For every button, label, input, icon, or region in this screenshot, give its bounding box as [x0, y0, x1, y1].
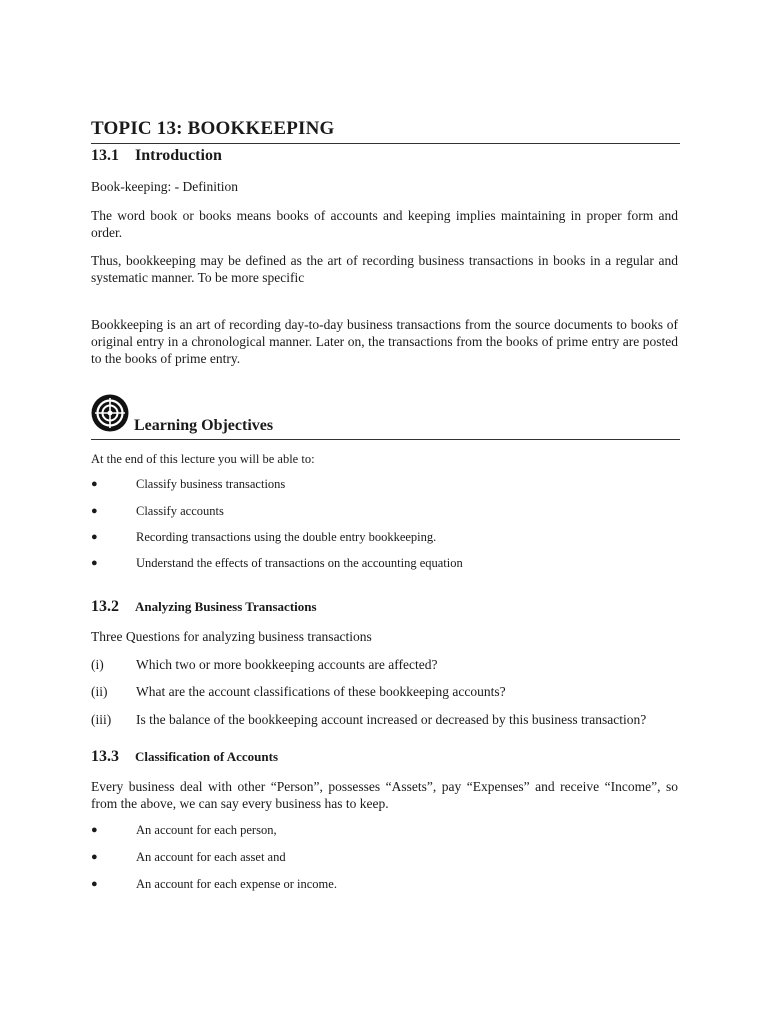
paragraph-book-meaning: The word book or books means books of accounts and keeping implies maintaining in proper form and order.	[91, 208, 678, 240]
bullet: ●	[91, 557, 98, 569]
learning-objectives-heading: Learning Objectives	[134, 417, 274, 434]
title-divider	[91, 143, 680, 144]
section-number: 13.1	[91, 147, 119, 164]
bullet: ●	[91, 531, 98, 543]
section-title: Introduction	[135, 147, 222, 164]
definition-label: Book-keeping: - Definition	[91, 179, 238, 194]
target-icon	[91, 394, 129, 432]
list-item-text: An account for each expense or income.	[136, 877, 337, 891]
questions-intro: Three Questions for analyzing business transactions	[91, 629, 372, 644]
section-number: 13.2	[91, 598, 119, 615]
list-item-text: Classify business transactions	[136, 477, 286, 491]
question-text: Which two or more bookkeeping accounts are affected?	[136, 657, 438, 672]
section-title: Analyzing Business Transactions	[135, 599, 317, 614]
section-13-3-heading	[91, 748, 278, 766]
bullet: ●	[91, 478, 98, 490]
question-text: What are the account classifications of these bookkeeping accounts?	[136, 684, 506, 699]
list-item-text: Classify accounts	[136, 504, 224, 518]
list-item-text: Recording transactions using the double entry bookkeeping.	[136, 530, 437, 544]
question-label: (i)	[91, 657, 104, 672]
question-label: (ii)	[91, 684, 108, 699]
learning-objectives-intro: At the end of this lecture you will be able to:	[91, 452, 315, 466]
paragraph-bookkeeping-specific: Bookkeeping is an art of recording day-to-day business transactions from the source documents to books of original entry in a chronological manner. Later on, the transactions from the books of prime entry are posted to the books of prime entry.	[91, 317, 678, 366]
section-title: Classification of Accounts	[135, 749, 278, 764]
list-item-text: An account for each person,	[136, 823, 277, 837]
bullet: ●	[91, 824, 98, 836]
bullet: ●	[91, 878, 98, 890]
section-13-1-heading	[91, 147, 222, 165]
section-13-2-heading	[91, 598, 317, 616]
paragraph-classification: Every business deal with other “Person”, possesses “Assets”, pay “Expenses” and receive “Income”, so from the above, we can say every business has to keep.	[91, 779, 678, 811]
list-item-text: An account for each asset and	[136, 850, 286, 864]
bullet: ●	[91, 851, 98, 863]
bullet: ●	[91, 505, 98, 517]
learning-objectives-divider	[91, 439, 680, 440]
page-title: TOPIC 13: BOOKKEEPING	[91, 118, 335, 139]
question-label: (iii)	[91, 712, 112, 727]
list-item-text: Understand the effects of transactions on the accounting equation	[136, 556, 463, 570]
section-number: 13.3	[91, 748, 119, 765]
question-text: Is the balance of the bookkeeping account increased or decreased by this business transaction?	[136, 712, 647, 727]
paragraph-bookkeeping-definition: Thus, bookkeeping may be defined as the art of recording business transactions in books in a regular and systematic manner. To be more specific	[91, 253, 678, 285]
